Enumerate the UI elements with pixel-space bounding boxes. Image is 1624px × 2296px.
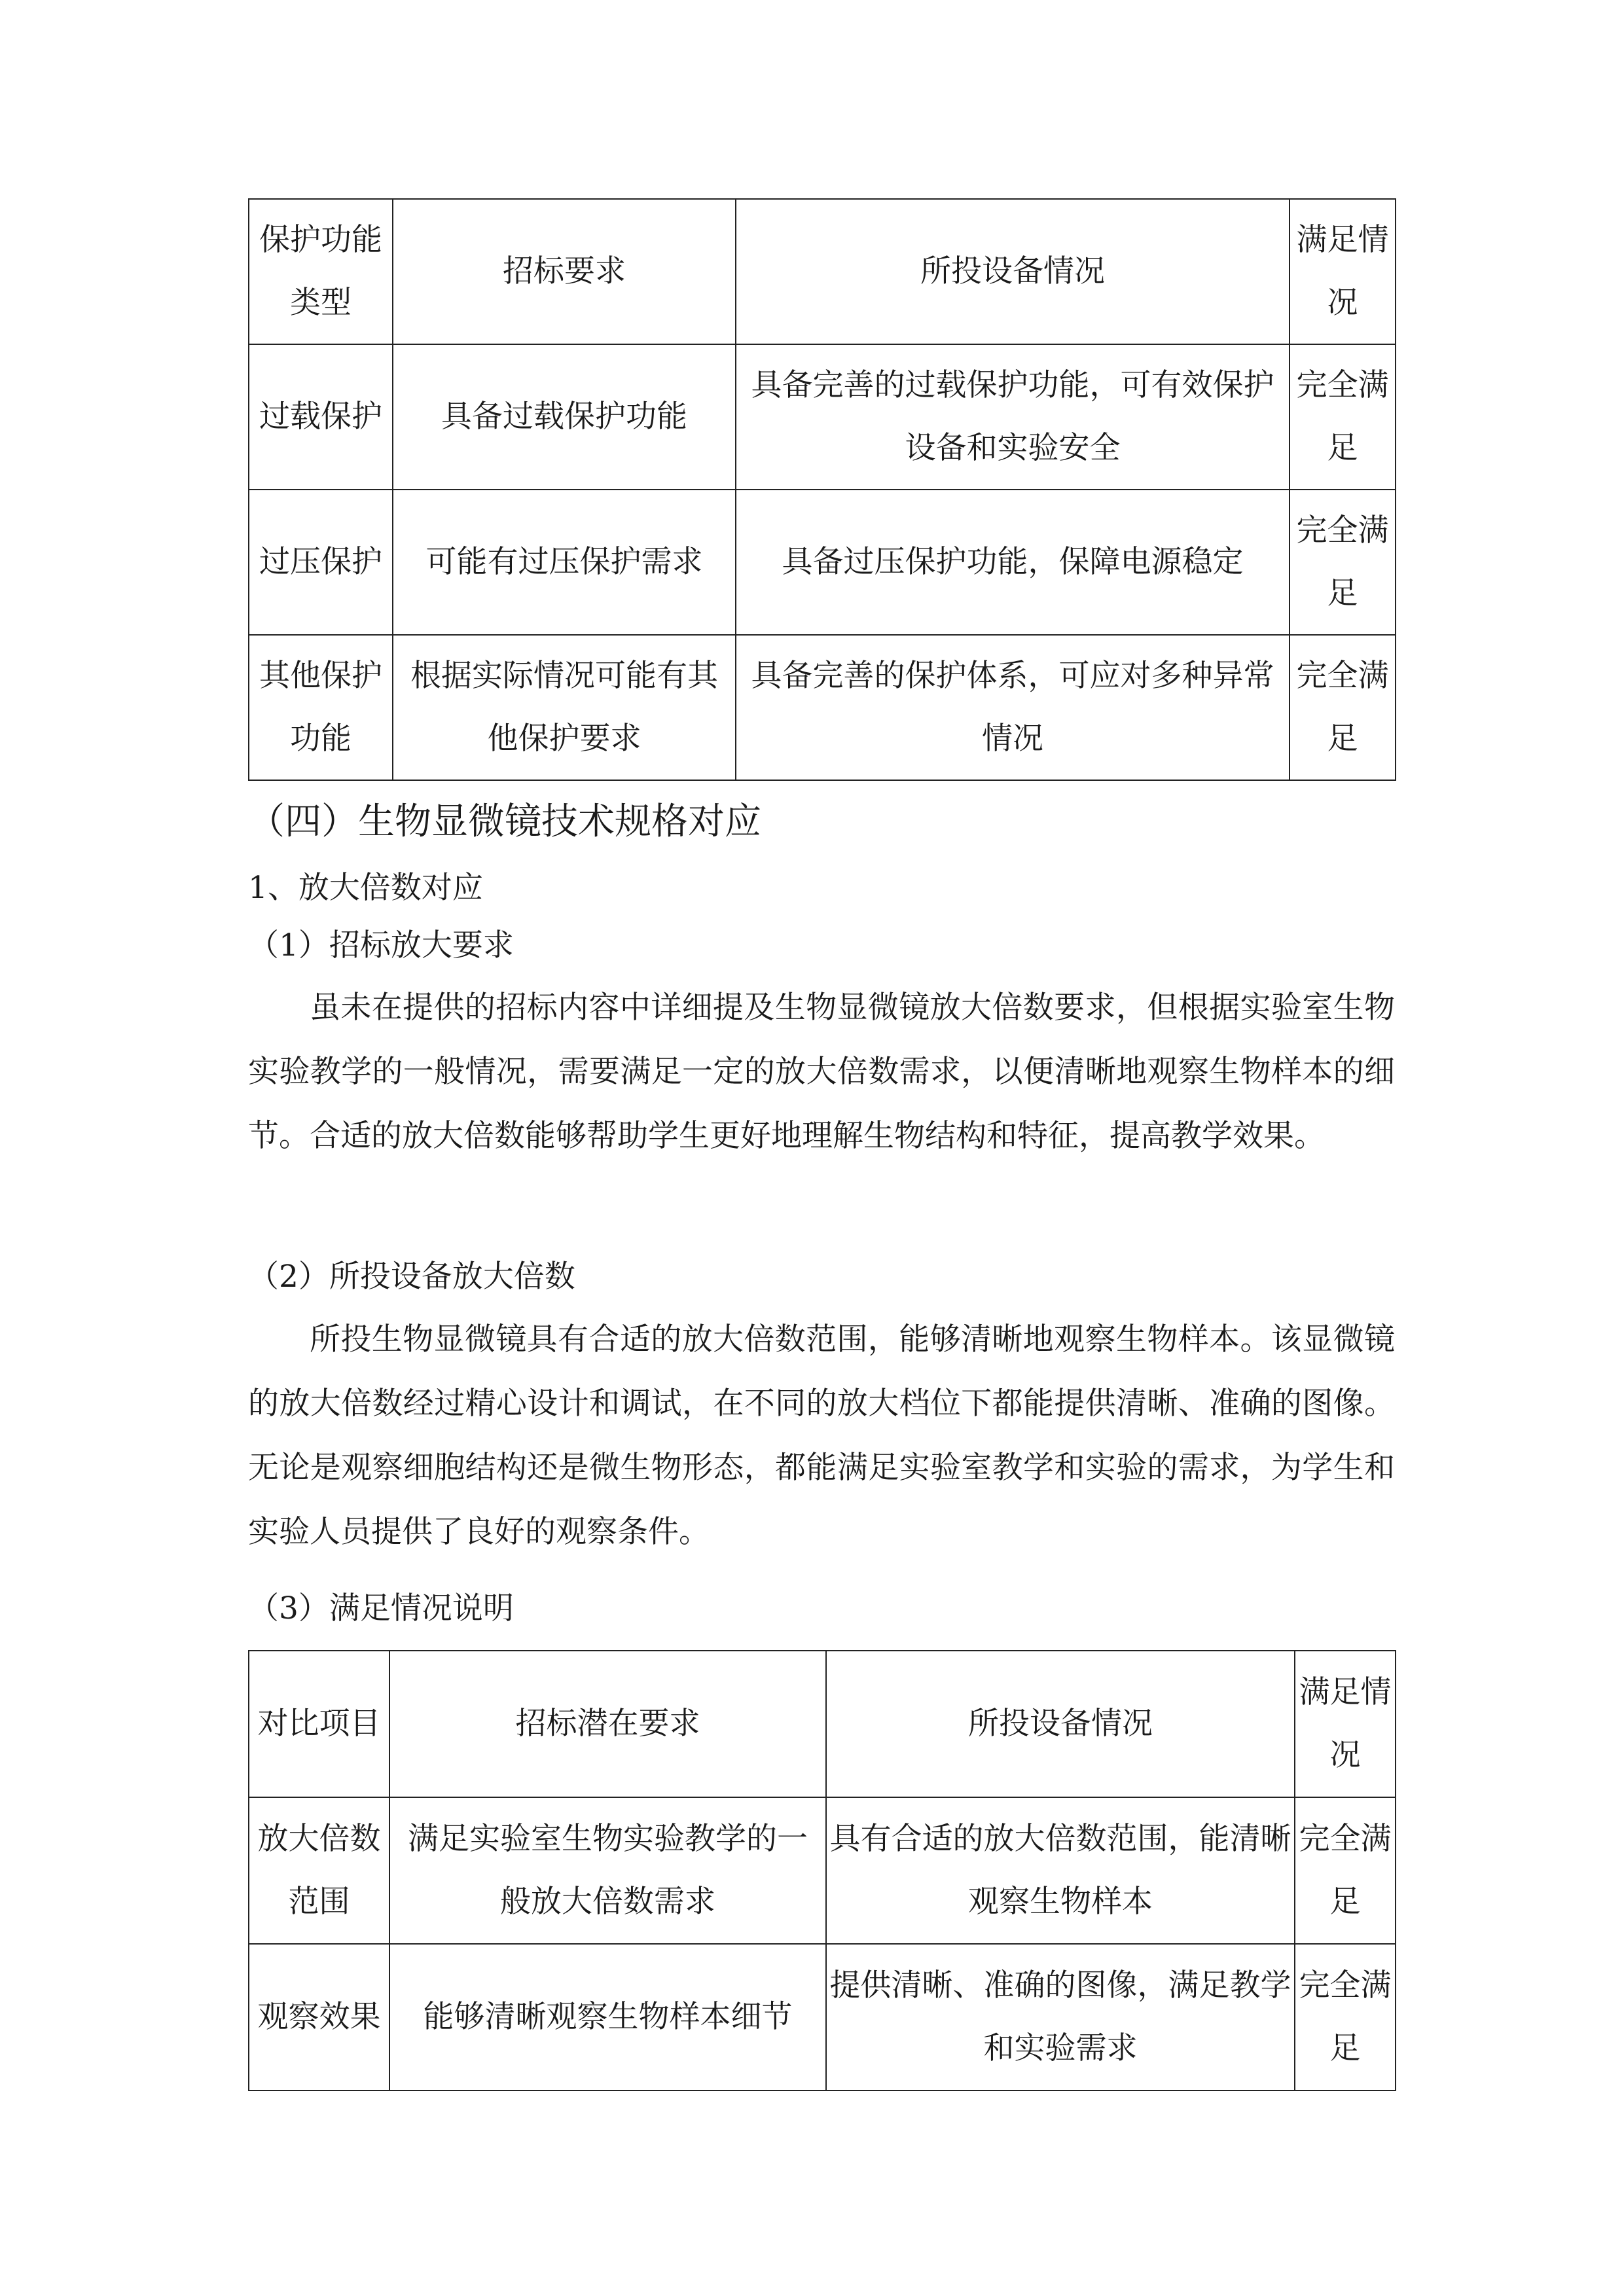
header-cell: 所投设备情况 xyxy=(826,1651,1295,1797)
table-cell: 具备完善的过载保护功能，可有效保护设备和实验安全 xyxy=(736,344,1290,490)
item-title-device-magnification: （2）所投设备放大倍数 xyxy=(248,1259,575,1295)
magnification-compliance-table xyxy=(248,1650,1396,2091)
header-cell: 所投设备情况 xyxy=(736,199,1290,344)
table-cell: 完全满足 xyxy=(1290,344,1396,490)
table-cell: 满足实验室生物实验教学的一般放大倍数需求 xyxy=(389,1797,826,1944)
table-row xyxy=(249,344,1396,490)
table-row xyxy=(249,1797,1396,1944)
table-header-row xyxy=(249,1651,1396,1797)
header-cell: 保护功能类型 xyxy=(249,199,393,344)
table-cell: 提供清晰、准确的图像，满足教学和实验需求 xyxy=(826,1944,1295,2090)
paragraph-device-magnification: 所投生物显微镜具有合适的放大倍数范围，能够清晰地观察生物样本。该显微镜的放大倍数经过精心设计和调试，在不同的放大档位下都能提供清晰、准确的图像。无论是观察细胞结构还是微生物形态，都能满足实验室教学和实验的需求，为学生和实验人员提供了良好的观察条件。 xyxy=(248,1321,1395,1550)
item-title-compliance: （3）满足情况说明 xyxy=(248,1590,514,1626)
table-cell: 放大倍数范围 xyxy=(249,1797,389,1944)
table-cell: 完全满足 xyxy=(1290,490,1396,635)
table-cell: 完全满足 xyxy=(1295,1797,1396,1944)
table-cell: 具有合适的放大倍数范围，能清晰观察生物样本 xyxy=(826,1797,1295,1944)
table-row xyxy=(249,490,1396,635)
sub-heading: 1、放大倍数对应 xyxy=(248,870,483,906)
protection-function-table xyxy=(248,198,1396,781)
header-cell: 招标潜在要求 xyxy=(389,1651,826,1797)
table-row xyxy=(249,1944,1396,2090)
table-cell: 具备过载保护功能 xyxy=(393,344,736,490)
item-title-bid-requirement: （1）招标放大要求 xyxy=(248,927,514,963)
table-cell: 过载保护 xyxy=(249,344,393,490)
table-cell: 能够清晰观察生物样本细节 xyxy=(389,1944,826,2090)
header-cell: 招标要求 xyxy=(393,199,736,344)
paragraph-bid-requirement: 虽未在提供的招标内容中详细提及生物显微镜放大倍数要求，但根据实验室生物实验教学的一般情况，需要满足一定的放大倍数需求，以便清晰地观察生物样本的细节。合适的放大倍数能够帮助学生更好地理解生物结构和特征，提高教学效果。 xyxy=(248,990,1395,1154)
header-cell: 满足情况 xyxy=(1295,1651,1396,1797)
header-cell: 满足情况 xyxy=(1290,199,1396,344)
table-cell: 完全满足 xyxy=(1290,635,1396,780)
table-cell: 根据实际情况可能有其他保护要求 xyxy=(393,635,736,780)
table-cell: 完全满足 xyxy=(1295,1944,1396,2090)
table-cell: 观察效果 xyxy=(249,1944,389,2090)
table-cell: 可能有过压保护需求 xyxy=(393,490,736,635)
table-cell: 其他保护功能 xyxy=(249,635,393,780)
table-cell: 具备过压保护功能，保障电源稳定 xyxy=(736,490,1290,635)
section-heading: （四）生物显微镜技术规格对应 xyxy=(248,800,761,843)
header-cell: 对比项目 xyxy=(249,1651,389,1797)
table-row xyxy=(249,635,1396,780)
table-header-row xyxy=(249,199,1396,344)
table-cell: 过压保护 xyxy=(249,490,393,635)
table-cell: 具备完善的保护体系，可应对多种异常情况 xyxy=(736,635,1290,780)
